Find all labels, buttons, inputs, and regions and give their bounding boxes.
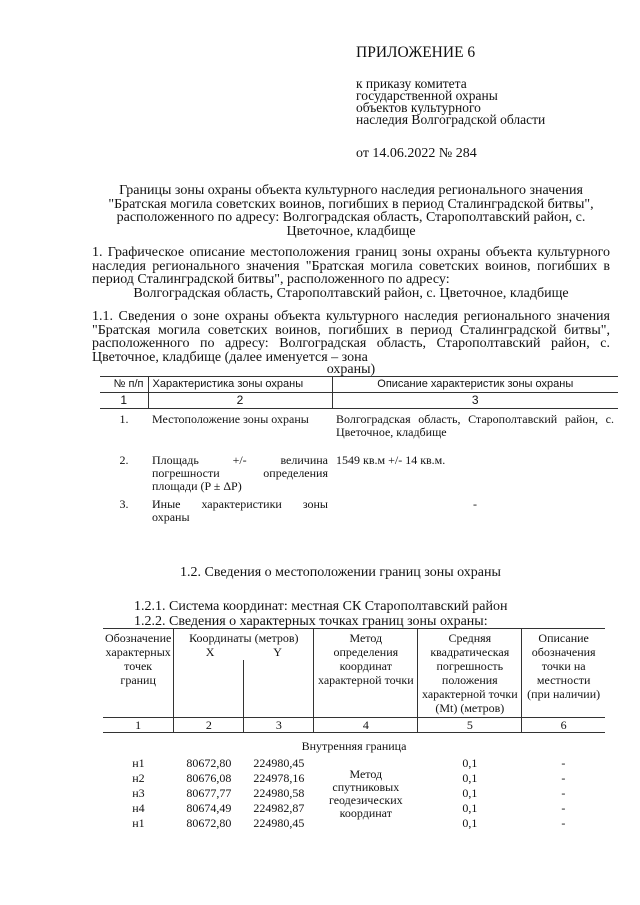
row-number: 2. bbox=[119, 453, 129, 467]
header-point: Обозначение характерных точек границ bbox=[103, 629, 174, 718]
appendix-line: наследия Волгоградской области bbox=[356, 112, 546, 127]
point-x: 80672,80 bbox=[186, 816, 232, 830]
table-header-row bbox=[100, 377, 618, 393]
point-y: 224982,87 bbox=[253, 801, 305, 815]
header-x: X bbox=[205, 645, 215, 659]
row-description: Волгоградская область, Старополтавский район, с. Цветочное, кладбище bbox=[336, 412, 614, 439]
point-label: н3 bbox=[132, 786, 145, 800]
header-coordinates bbox=[174, 629, 314, 660]
header-y: Y bbox=[273, 645, 282, 659]
row-characteristic: Местоположение зоны охраны bbox=[152, 412, 309, 426]
table-column-numbers bbox=[103, 718, 605, 733]
appendix-line: государственной охраны bbox=[356, 88, 498, 103]
col-num: 1 bbox=[100, 393, 148, 409]
header-x-col bbox=[174, 660, 244, 718]
header-coordinates-label: Координаты (метров) bbox=[189, 631, 299, 645]
section-1-2-1-title: 1.2.1. Система координат: местная СК Старополтавский район bbox=[134, 599, 508, 614]
appendix-block bbox=[356, 44, 545, 162]
point-x: 80676,08 bbox=[186, 771, 232, 785]
row-number: 1. bbox=[119, 412, 129, 426]
col-num: 2 bbox=[148, 393, 332, 409]
point-error: 0,1 bbox=[462, 786, 478, 800]
header-error: Средняя квадратическая погрешность положения характерной точки (Mt) (метров) bbox=[418, 629, 522, 718]
col-num: 3 bbox=[244, 718, 314, 733]
header-desc: Описание обозначения точки на местности (при наличии) bbox=[522, 629, 605, 718]
header-xy bbox=[176, 645, 311, 659]
point-label: н1 bbox=[132, 756, 145, 770]
header-method: Метод определения координат характерной точки bbox=[314, 629, 418, 718]
point-y: 224980,45 bbox=[253, 816, 305, 830]
point-error: 0,1 bbox=[462, 816, 478, 830]
header-y-col bbox=[244, 660, 314, 718]
point-desc: - bbox=[561, 786, 566, 800]
point-error: 0,1 bbox=[462, 756, 478, 770]
row-number: 3. bbox=[119, 497, 129, 511]
section-row bbox=[103, 733, 605, 757]
point-x: 80672,80 bbox=[186, 756, 232, 770]
section-1-2-title: 1.2. Сведения о местоположении границ зоны охраны bbox=[180, 565, 501, 580]
point-desc: - bbox=[561, 756, 566, 770]
point-x: 80674,49 bbox=[186, 801, 232, 815]
col-num: 2 bbox=[174, 718, 244, 733]
section-1-1-text: 1.1. Сведения о зоне охраны объекта культурного наследия регионального значения "Братская могила советских воинов, погибших в период Сталинградской битвы", расположенного по адресу: Волгоградская область, Старополтавский район, с. Цветочное, кладбище (далее именуется – зона bbox=[92, 309, 610, 365]
point-label: н4 bbox=[132, 801, 145, 815]
table-header-row bbox=[103, 629, 605, 660]
col-num: 4 bbox=[314, 718, 418, 733]
appendix-date: от 14.06.2022 № 284 bbox=[356, 146, 477, 161]
header-number: № п/п bbox=[100, 377, 148, 393]
table-row bbox=[100, 409, 618, 441]
point-y: 224980,45 bbox=[253, 756, 305, 770]
point-desc: - bbox=[561, 816, 566, 830]
row-description: 1549 кв.м +/- 14 кв.м. bbox=[336, 453, 446, 467]
row-description: - bbox=[473, 497, 477, 511]
boundary-points-table bbox=[103, 628, 605, 831]
table-column-numbers bbox=[100, 393, 618, 409]
col-num: 5 bbox=[418, 718, 522, 733]
table-row bbox=[100, 494, 618, 525]
section-1-address: Волгоградская область, Старополтавский район, с. Цветочное, кладбище bbox=[133, 286, 569, 301]
section-1-1-tail: охраны) bbox=[326, 362, 376, 377]
zone-characteristics-table bbox=[100, 376, 618, 525]
point-desc: - bbox=[561, 801, 566, 815]
header-description: Описание характеристик зоны охраны bbox=[332, 377, 618, 393]
point-label: н1 bbox=[132, 816, 145, 830]
point-method: Метод спутниковых геодезических координат bbox=[328, 766, 403, 820]
appendix-line: к приказу комитета bbox=[356, 76, 467, 91]
col-num: 3 bbox=[332, 393, 618, 409]
table-row bbox=[103, 756, 605, 771]
point-error: 0,1 bbox=[462, 771, 478, 785]
section-1-2-2-title: 1.2.2. Сведения о характерных точках границ зоны охраны: bbox=[134, 614, 488, 629]
section-1-text: 1. Графическое описание местоположения границ зоны охраны объекта культурного наследия регионального значения "Братская могила советских воинов, погибших в период Сталинградской битвы", расположенного по адресу: bbox=[92, 245, 610, 287]
appendix-line: объектов культурного bbox=[356, 100, 481, 115]
appendix-title: ПРИЛОЖЕНИЕ 6 bbox=[356, 44, 476, 61]
row-characteristic: Площадь +/- величина погрешности определения площади (P ± ΔP) bbox=[152, 453, 328, 493]
point-desc: - bbox=[561, 771, 566, 785]
col-num: 6 bbox=[522, 718, 605, 733]
point-x: 80677,77 bbox=[186, 786, 232, 800]
point-label: н2 bbox=[132, 771, 145, 785]
table-row bbox=[100, 440, 618, 494]
row-characteristic: Иные характеристики зоны охраны bbox=[152, 497, 328, 524]
section-label: Внутренняя граница bbox=[301, 739, 407, 753]
header-characteristic: Характеристика зоны охраны bbox=[148, 377, 332, 393]
col-num: 1 bbox=[103, 718, 174, 733]
point-y: 224978,16 bbox=[253, 771, 305, 785]
point-y: 224980,58 bbox=[253, 786, 305, 800]
point-error: 0,1 bbox=[462, 801, 478, 815]
document-heading: Границы зоны охраны объекта культурного наследия регионального значения "Братская могила советских воинов, погибших в период Сталинградской битвы", расположенного по адресу: Волгоградская область, Старополтавский район, с. Цветочное, кладбище bbox=[108, 183, 594, 239]
